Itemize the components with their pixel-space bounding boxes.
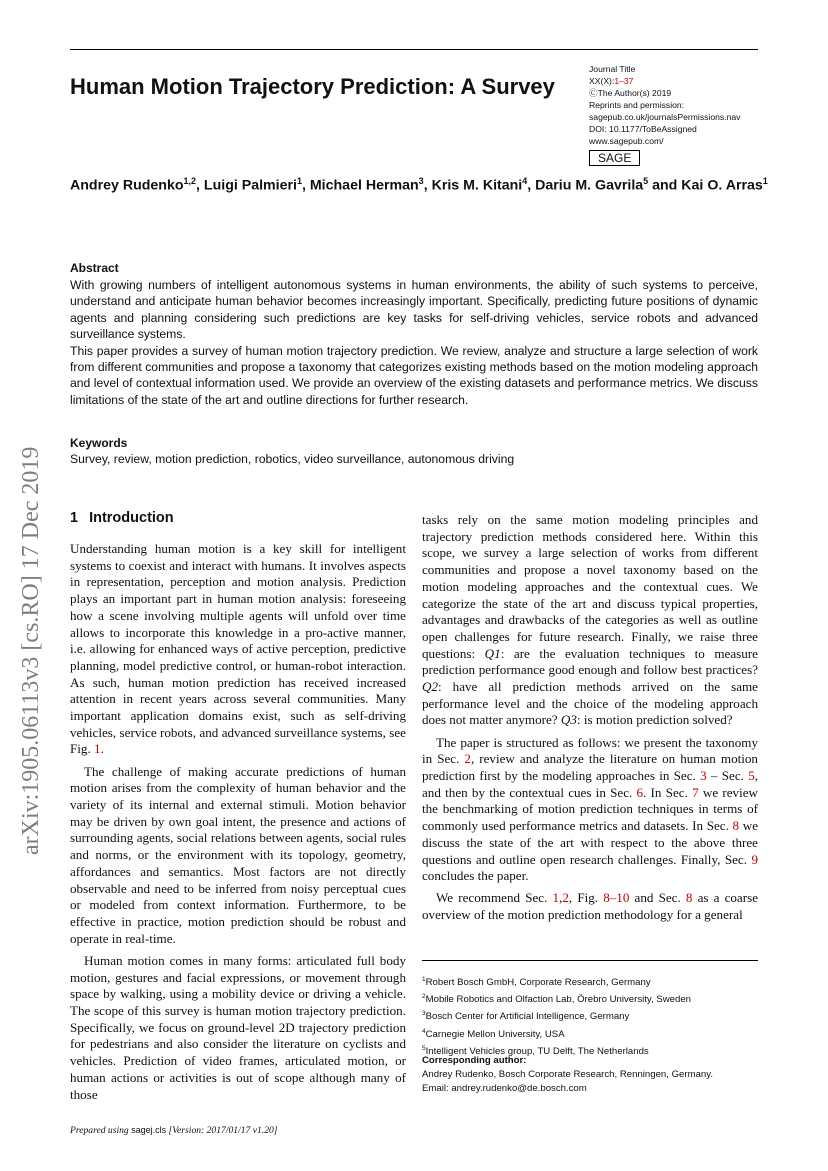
figure-ref-link[interactable]: 1 — [94, 741, 101, 757]
footnote: $^4$Carnegie Mellon University, USA — [422, 1027, 565, 1040]
section-heading — [70, 510, 174, 526]
section-ref-link[interactable]: 8 — [732, 818, 740, 834]
author-name: Kris M. Kitani — [431, 177, 523, 194]
abstract-heading: Abstract — [70, 261, 119, 275]
body-paragraph: The challenge of making accurate predictions of human motion arises from the complexity of human behavior and the variety of its internal and external stimuli. Motion behavior may be driven by own goal intent, the presence and actions of surrounding agents, social relations between agents, social rules and norms, or the environment with its topology, geometry, affordances and semantics. Most factors are not directly observable and need to be inferred from noisy perceptual cues or modeled from context information. Furthermore, to be effective in practice, motion prediction should be robust and operate in real-time. — [70, 763, 406, 946]
footnote: $^3$Bosch Center for Artificial Intelligence, Germany — [422, 1010, 630, 1023]
section-ref-link[interactable]: 8 — [685, 890, 693, 906]
author-affiliation-mark: 3 — [418, 176, 424, 186]
footnote: $^1$Robert Bosch GmbH, Corporate Research, Germany — [422, 976, 651, 989]
abstract-body — [70, 277, 758, 408]
corresponding-author — [422, 1054, 758, 1096]
top-rule — [70, 49, 758, 50]
corresponding-email: Email: andrey.rudenko@de.bosch.com — [422, 1083, 587, 1094]
right-column — [422, 512, 758, 929]
author-affiliation-mark: 1 — [296, 176, 302, 186]
body-paragraph: Human motion comes in many forms: articulated full body motion, gestures and facial expressions, or movement through space by walking, using a mobility device or driving a vehicle. The scope of this survey is human motion trajectory prediction. Specifically, we focus on ground-level 2D trajectory prediction for pedestrians and also consider the literature on cyclists and vehicles. Prediction of video frames, articulated motion, or human actions or activities is out of scope although many of those — [70, 952, 406, 1102]
abstract-paragraph: This paper provides a survey of human motion trajectory prediction. We review, analyze and structure a large selection of work from different communities and propose a taxonomy that categorizes existing methods based on the motion modeling approach and level of contextual information used. We provide an overview of the existing datasets and performance metrics. We discuss limitations of the state of the art and outline directions for further research. — [70, 343, 758, 407]
keywords-heading: Keywords — [70, 436, 128, 450]
corresponding-address: Andrey Rudenko, Bosch Corporate Research, Renningen, Germany. — [422, 1069, 713, 1080]
author-affiliation-mark: 1,2 — [183, 176, 197, 186]
prepared-footer: Prepared using sagej.cls [Version: 2017/01/17 v1.20] — [70, 1125, 278, 1136]
publisher-website: www.sagepub.com/ — [589, 136, 664, 146]
doi: DOI: 10.1177/ToBeAssigned — [589, 124, 697, 134]
section-ref-link[interactable]: 5 — [748, 768, 755, 784]
journal-volume: XX(X):1–37 — [589, 76, 634, 86]
author-name: Michael Herman — [309, 177, 419, 194]
body-paragraph: Understanding human motion is a key skill for intelligent systems to coexist and interact with humans. It involves aspects in representation, perception and motion analysis. Prediction plays an important part in human motion analysis: foreseeing how a scene involving multiple agents will unfold over time allows to incorporate this knowledge in a pro-active manner, i.e. allowing for enhanced ways of active perception, predictive planning, model predictive control, or human-robot interaction. As such, human motion prediction has received increased attention in recent years across several communities. Many important application domains exist, such as self-driving vehicles, service robots, and advanced surveillance systems, see Fig. 1. — [70, 541, 406, 757]
permissions-url: sagepub.co.uk/journalsPermissions.nav — [589, 112, 741, 122]
section-ref-link[interactable]: 3 — [700, 768, 707, 784]
figure-ref-link[interactable]: 8–10 — [603, 890, 630, 906]
affiliation-footnotes — [422, 973, 758, 1059]
body-paragraph: tasks rely on the same motion modeling principles and trajectory prediction methods considered here. Within this scope, we survey a large selection of works from different communities and propose a novel taxonomy based on the motion modeling approaches and the contextual cues. We categorize the state of the art and discuss typical properties, advantages and drawbacks of the categories as well as outline open challenges for future research. Finally, we raise three questions: Q1: are the evaluation techniques to measure prediction performance good enough and follow best practices? Q2: have all prediction methods arrived on the same performance level and the choice of the modeling approach does not matter anymore? Q3: is motion prediction solved? — [422, 512, 758, 728]
section-ref-link[interactable]: 2 — [464, 751, 471, 767]
author-affiliation-mark: 1 — [762, 176, 768, 186]
copyright: ⒸThe Author(s) 2019 — [589, 88, 672, 98]
author-list: Andrey Rudenko$^{1,2}$, Luigi Palmieri$^1$, Michael Herman$^3$, Kris M. Kitani$^4$, Dariu M. Gavrila$^5$ and Kai O. Arras$^1$ — [70, 176, 768, 194]
body-paragraph: The paper is structured as follows: we present the taxonomy in Sec. 2, review and analyze the literature on human motion prediction first by the modeling approaches in Sec. 3 – Sec. 5, and then by the contextual cues in Sec. 6. In Sec. 7 we review the benchmarking of motion prediction techniques in terms of commonly used performance metrics and datasets. In Sec. 8 we discuss the state of the art with respect to the above three questions and outline open research challenges. Finally, Sec. 9 concludes the paper. — [422, 734, 759, 884]
author-name: Luigi Palmieri — [203, 177, 297, 194]
page-range-link[interactable]: 1–37 — [614, 76, 634, 86]
section-title: Introduction — [89, 510, 174, 526]
author-affiliation-mark: 5 — [643, 176, 649, 186]
footnote-rule — [422, 960, 758, 961]
body-paragraph: We recommend Sec. 1,2, Fig. 8–10 and Sec. 8 as a coarse overview of the motion prediction methodology for a general — [422, 890, 759, 923]
section-ref-link[interactable]: 2 — [562, 890, 569, 906]
reprints-label: Reprints and permission: — [589, 100, 685, 110]
sage-logo: SAGE — [589, 150, 640, 166]
paper-title: Human Motion Trajectory Prediction: A Survey — [70, 74, 555, 99]
section-ref-link[interactable]: 9 — [751, 851, 758, 867]
section-ref-link[interactable]: 6 — [636, 784, 644, 800]
author-name: Kai O. Arras — [681, 177, 763, 194]
section-number: 1 — [70, 510, 79, 526]
author-affiliation-mark: 4 — [522, 176, 528, 186]
abstract-paragraph: With growing numbers of intelligent autonomous systems in human environments, the ability of such systems to perceive, understand and anticipate human behavior becomes increasingly important. Specifically, predicting future positions of dynamic agents and planning considering such predictions are key tasks for self-driving vehicles, service robots and advanced surveillance systems. — [70, 278, 758, 342]
section-ref-link[interactable]: 1 — [552, 890, 560, 906]
author-name: Dariu M. Gavrila — [535, 177, 644, 194]
keywords-text: Survey, review, motion prediction, robotics, video surveillance, autonomous driving — [70, 452, 515, 466]
journal-info — [589, 63, 769, 166]
footnote: $^5$Intelligent Vehicles group, TU Delft, The Netherlands — [422, 1044, 649, 1057]
left-column — [70, 541, 406, 1109]
corresponding-heading: Corresponding author: — [422, 1055, 527, 1066]
section-ref-link[interactable]: 7 — [692, 784, 699, 800]
journal-title: Journal Title — [589, 64, 636, 74]
author-name: Andrey Rudenko — [70, 177, 184, 194]
arxiv-stamp: arXiv:1905.06113v3 [cs.RO] 17 Dec 2019 — [18, 446, 44, 855]
footnote: $^2$Mobile Robotics and Olfaction Lab, Örebro University, Sweden — [422, 993, 692, 1006]
